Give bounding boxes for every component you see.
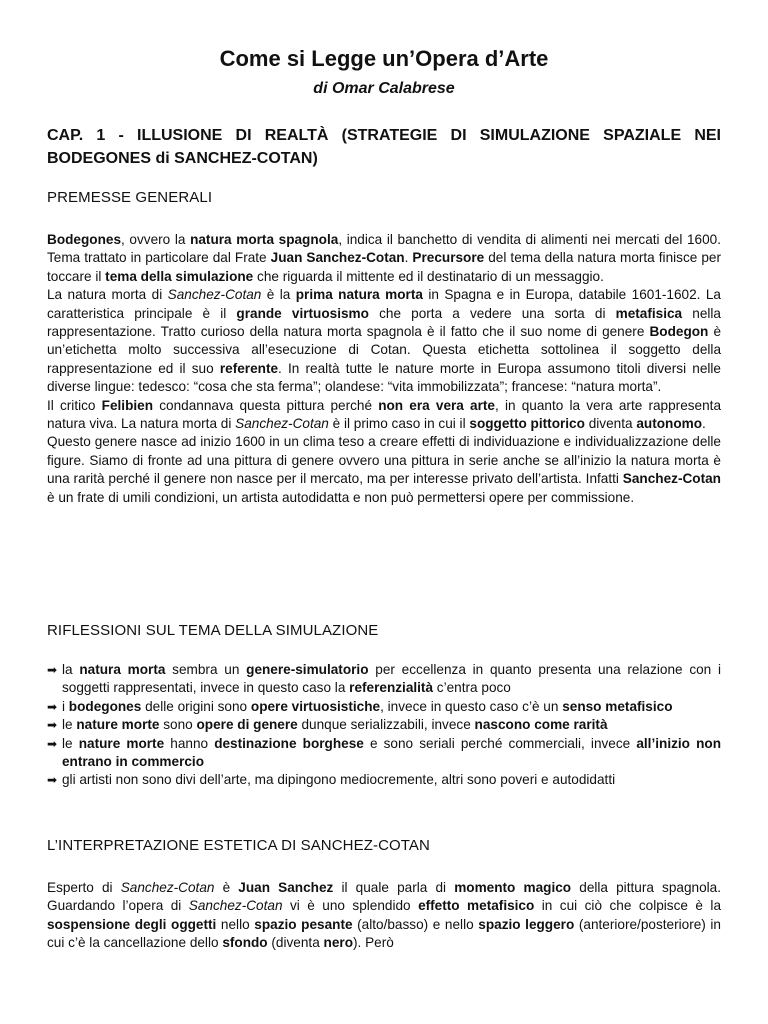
bold-term: prima natura morta bbox=[295, 287, 423, 303]
text-run: , ovvero la bbox=[121, 232, 191, 247]
paragraph bbox=[47, 397, 721, 434]
text-run: c’entra poco bbox=[433, 680, 511, 696]
text-run: dunque serializzabili, invece bbox=[297, 717, 475, 733]
bold-term: Felibien bbox=[101, 397, 154, 413]
italic-term: Sanchez-Cotan bbox=[188, 898, 283, 914]
bold-term: Sanchez-Cotan bbox=[622, 471, 721, 487]
text-run: il quale parla di bbox=[333, 880, 455, 895]
list-item-text bbox=[62, 736, 721, 769]
right-arrow-icon: ➡ bbox=[47, 718, 58, 733]
text-run: le bbox=[62, 735, 79, 751]
text-run: e sono seriali perché commerciali, invece bbox=[363, 735, 637, 751]
right-arrow-icon: ➡ bbox=[47, 663, 58, 677]
italic-term: Sanchez-Cotan bbox=[167, 287, 262, 303]
bold-term: bodegones bbox=[68, 698, 142, 714]
text-run: per eccellenza in quanto presenta una relazione con i soggetti rappresentati, invece in questo caso la bbox=[62, 662, 722, 696]
bold-term: grande virtuosismo bbox=[236, 305, 369, 321]
text-run: i bbox=[62, 698, 69, 714]
text-run: . bbox=[702, 416, 706, 432]
bold-term: sfondo bbox=[222, 935, 268, 951]
text-run: , invece in questo caso c’è un bbox=[380, 698, 563, 714]
bold-term: Bodegones bbox=[47, 232, 122, 247]
text-run: hanno bbox=[164, 735, 215, 751]
section-heading-interpretazione: L’INTERPRETAZIONE ESTETICA DI SANCHEZ-COTAN bbox=[47, 837, 430, 854]
list-item-text bbox=[62, 699, 673, 714]
text-run: sembra un bbox=[165, 662, 247, 677]
bold-term: Precursore bbox=[412, 250, 485, 266]
bold-term: nature morte bbox=[76, 717, 160, 733]
text-run: che riguarda il mittente ed il destinatario di un messaggio. bbox=[253, 268, 604, 284]
paragraph bbox=[47, 286, 721, 396]
text-run: che porta a vedere una sorta di bbox=[368, 305, 616, 321]
text-run: è la bbox=[261, 287, 296, 303]
text-run: Esperto di bbox=[47, 880, 121, 895]
document-author: di Omar Calabrese bbox=[313, 80, 455, 97]
bold-term: soggetto pittorico bbox=[469, 416, 585, 432]
text-run: , indica il banchetto di vendita di alimenti nei mercati del 1600. Tema trattato in particolare dal Frate bbox=[47, 232, 721, 266]
bold-term: non era vera arte bbox=[378, 397, 495, 413]
text-run: delle origini sono bbox=[141, 698, 251, 714]
premesse-body bbox=[47, 231, 721, 507]
text-run: sono bbox=[159, 717, 197, 733]
text-run: (alto/basso) e nello bbox=[352, 916, 479, 932]
list-item-text bbox=[62, 662, 721, 695]
text-run: le bbox=[62, 717, 77, 733]
bold-term: opere virtuosistiche bbox=[250, 698, 381, 714]
paragraph bbox=[47, 231, 721, 286]
bold-term: natura morta spagnola bbox=[190, 232, 339, 247]
text-run: gli artisti non sono divi dell’arte, ma dipingono mediocremente, altri sono poveri e autodidatti bbox=[62, 772, 616, 788]
text-run: Il critico bbox=[47, 397, 102, 413]
bold-term: sospensione degli oggetti bbox=[47, 916, 217, 932]
section-heading-premesse: PREMESSE GENERALI bbox=[47, 189, 213, 206]
text-run: condannava questa pittura perché bbox=[153, 397, 379, 413]
bold-term: natura morta bbox=[79, 662, 166, 677]
text-run: nello bbox=[216, 916, 255, 932]
bold-term: effetto metafisico bbox=[418, 898, 535, 914]
interpretazione-body bbox=[47, 879, 721, 953]
bold-term: spazio leggero bbox=[478, 916, 575, 932]
list-item-text bbox=[62, 717, 608, 732]
text-run: (diventa bbox=[267, 935, 324, 951]
text-run: (anteriore/posteriore) in cui c’è la cancellazione dello bbox=[47, 916, 721, 951]
text-run: in Spagna e in Europa, databile 1601-1602. La caratteristica principale è il bbox=[47, 287, 721, 321]
text-run: la bbox=[62, 662, 80, 677]
bold-term: opere di genere bbox=[196, 717, 298, 733]
paragraph bbox=[47, 879, 721, 953]
bold-term: nascono come rarità bbox=[474, 717, 608, 733]
list-item-text bbox=[62, 772, 615, 787]
text-run: in cui ciò che colpisce è la bbox=[534, 898, 722, 914]
text-run: vi è uno splendido bbox=[282, 898, 419, 914]
italic-term: Sanchez-Cotan bbox=[120, 880, 215, 895]
reflections-list bbox=[47, 661, 721, 790]
text-run: è il primo caso in cui il bbox=[328, 416, 470, 432]
bold-term: tema della simulazione bbox=[105, 268, 254, 284]
bold-term: metafisica bbox=[615, 305, 683, 321]
italic-term: Sanchez-Cotan bbox=[235, 416, 329, 432]
bold-term: Juan Sanchez bbox=[238, 880, 334, 895]
bold-term: spazio pesante bbox=[254, 916, 353, 932]
text-run: del tema della natura morta finisce per toccare il bbox=[47, 250, 721, 284]
bold-term: nero bbox=[323, 935, 354, 951]
text-run: è un frate di umili condizioni, un artista autodidatta e non può permettersi opere per commissione. bbox=[47, 489, 635, 505]
list-item bbox=[47, 698, 721, 716]
right-arrow-icon: ➡ bbox=[47, 773, 58, 788]
list-item bbox=[47, 716, 721, 734]
bold-term: Bodegon bbox=[649, 324, 709, 340]
text-run: nella rappresentazione. Tratto curioso della natura morta spagnola è il fatto che il suo nome di genere bbox=[47, 305, 721, 340]
bold-term: nature morte bbox=[78, 735, 165, 751]
bold-term: Juan Sanchez-Cotan bbox=[270, 250, 405, 266]
text-run: della pittura spagnola. Guardando l’opera di bbox=[47, 880, 722, 914]
text-run: , in quanto la vera arte rappresenta natura viva. La natura morta di bbox=[47, 397, 722, 432]
bold-term: genere-simulatorio bbox=[246, 662, 369, 677]
text-run: è un’etichetta molto successiva all’esecuzione di Cotan. Questa etichetta sottolinea il soggetto della rappresentazione ed il suo bbox=[47, 324, 721, 376]
text-run: La natura morta di bbox=[47, 287, 168, 303]
bold-term: autonomo bbox=[636, 416, 703, 432]
bold-term: referente bbox=[219, 360, 279, 376]
text-run: . In realtà tutte le nature morte in Europa assumono titoli diversi nelle diverse lingue: tedesco: “cosa che sta ferma”; olandese: “vita immobilizzata”; francese: “natura morta”. bbox=[47, 360, 721, 395]
list-item bbox=[47, 771, 721, 789]
text-run: Questo genere nasce ad inizio 1600 in un clima teso a creare effetti di individuazione e individualizzazione delle figure. Siamo di fronte ad una pittura di genere ovvero una pittura in serie anche se all’inizio la natura morta è una rarità perché il genere non nasce per il mercato, ma per interesse privato dell’artista. Infatti bbox=[47, 434, 721, 487]
text-run: diventa bbox=[584, 416, 637, 432]
right-arrow-icon: ➡ bbox=[47, 736, 58, 751]
chapter-heading: CAP. 1 - ILLUSIONE DI REALTÀ (STRATEGIE DI SIMULAZIONE SPAZIALE NEI BODEGONES di SANCHEZ-COTAN) bbox=[47, 127, 721, 167]
paragraph bbox=[47, 433, 721, 507]
bold-term: senso metafisico bbox=[562, 698, 673, 714]
document-title: Come si Legge un’Opera d’Arte bbox=[219, 46, 549, 71]
text-run: è bbox=[214, 880, 239, 895]
bold-term: referenzialità bbox=[349, 680, 434, 696]
bold-term: all’inizio non entrano in commercio bbox=[62, 735, 721, 770]
list-item bbox=[47, 661, 721, 698]
list-item bbox=[47, 735, 721, 772]
section-heading-riflessioni: RIFLESSIONI SUL TEMA DELLA SIMULAZIONE bbox=[47, 622, 379, 639]
text-run: ). Però bbox=[353, 935, 394, 951]
text-run: . bbox=[404, 250, 413, 266]
bold-term: momento magico bbox=[454, 880, 572, 895]
bold-term: destinazione borghese bbox=[214, 735, 364, 751]
right-arrow-icon: ➡ bbox=[47, 699, 58, 714]
